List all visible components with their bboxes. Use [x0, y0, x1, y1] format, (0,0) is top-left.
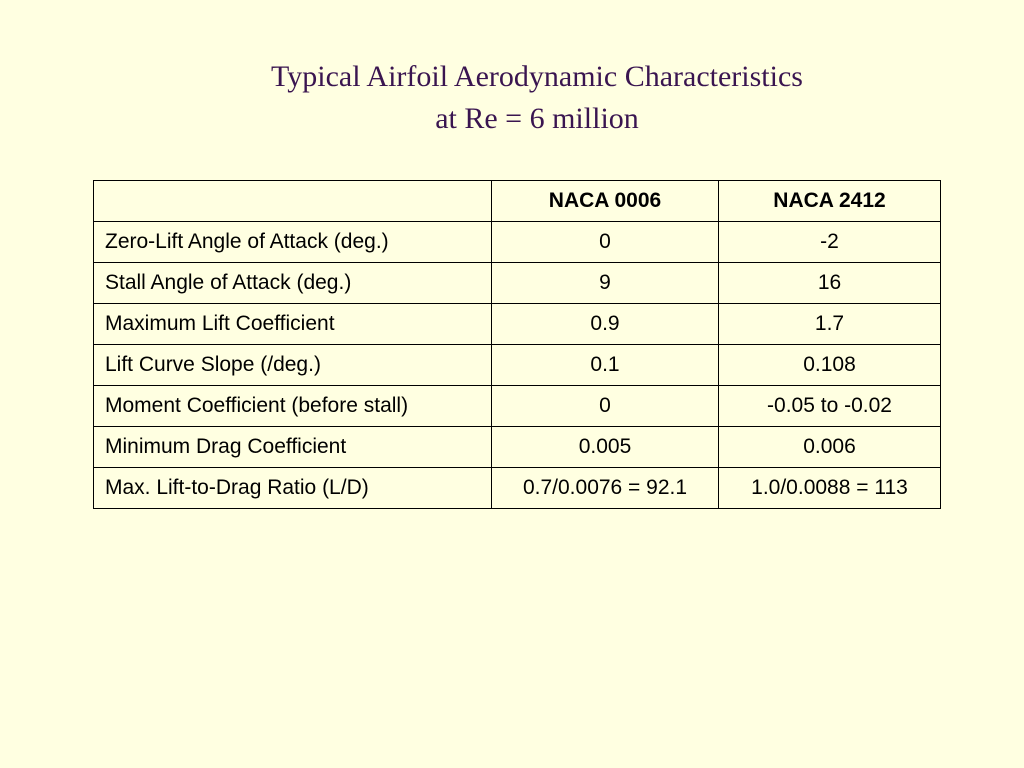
naca-2412-value: 1.0/0.0088 = 113: [719, 468, 941, 509]
table-row: [94, 427, 941, 468]
row-label: Max. Lift-to-Drag Ratio (L/D): [94, 468, 492, 509]
naca-2412-value: -0.05 to -0.02: [719, 386, 941, 427]
table-header-naca-2412: NACA 2412: [719, 181, 941, 222]
table-row: [94, 222, 941, 263]
naca-0006-value: 0.005: [492, 427, 719, 468]
naca-0006-value: 0.9: [492, 304, 719, 345]
row-label: Stall Angle of Attack (deg.): [94, 263, 492, 304]
table-row: [94, 345, 941, 386]
naca-0006-value: 0: [492, 386, 719, 427]
naca-2412-value: 1.7: [719, 304, 941, 345]
row-label: Zero-Lift Angle of Attack (deg.): [94, 222, 492, 263]
row-label: Lift Curve Slope (/deg.): [94, 345, 492, 386]
airfoil-characteristics-table: [93, 180, 941, 509]
slide-title: [0, 56, 1024, 140]
table-row: [94, 386, 941, 427]
slide-title-line-1: Typical Airfoil Aerodynamic Characteristics: [271, 60, 803, 93]
naca-0006-value: 9: [492, 263, 719, 304]
table-header-naca-0006: NACA 0006: [492, 181, 719, 222]
naca-2412-value: 0.108: [719, 345, 941, 386]
naca-0006-value: 0: [492, 222, 719, 263]
table-header-row: [94, 181, 941, 222]
row-label: Minimum Drag Coefficient: [94, 427, 492, 468]
row-label: Moment Coefficient (before stall): [94, 386, 492, 427]
table-row: [94, 304, 941, 345]
naca-2412-value: 0.006: [719, 427, 941, 468]
table-row: [94, 263, 941, 304]
table-row: [94, 468, 941, 509]
naca-2412-value: 16: [719, 263, 941, 304]
naca-2412-value: -2: [719, 222, 941, 263]
table-header-corner: [94, 181, 492, 222]
slide-title-line-2: at Re = 6 million: [435, 102, 639, 135]
naca-0006-value: 0.1: [492, 345, 719, 386]
naca-0006-value: 0.7/0.0076 = 92.1: [492, 468, 719, 509]
row-label: Maximum Lift Coefficient: [94, 304, 492, 345]
